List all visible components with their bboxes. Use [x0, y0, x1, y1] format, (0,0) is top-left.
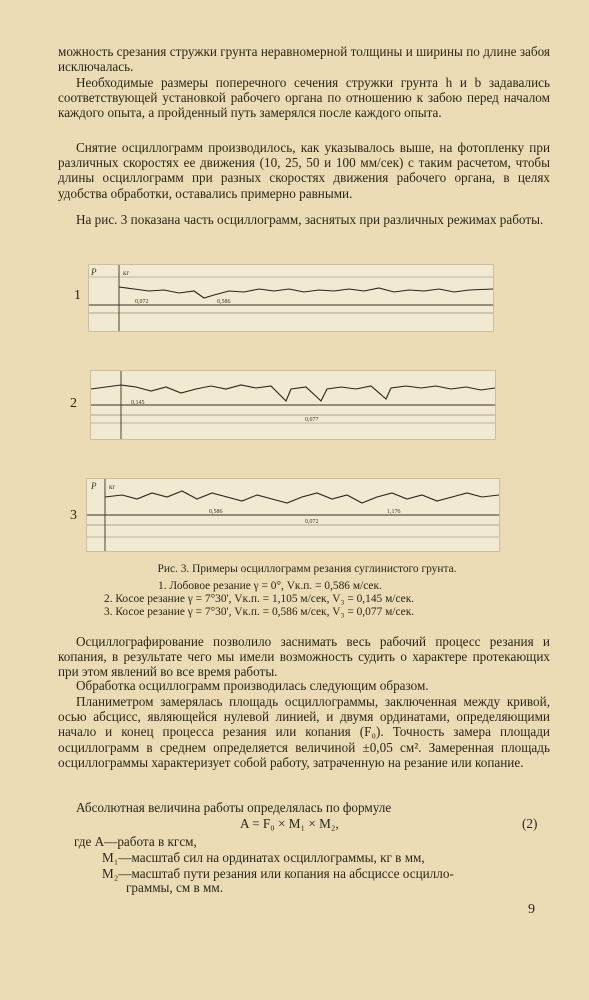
speed-mark-a: 0,072 — [135, 299, 149, 305]
figure-number-3: 3 — [70, 508, 77, 523]
page-number: 9 — [528, 902, 535, 917]
oscillogram-3 — [86, 478, 500, 552]
axis-unit-kg: кг — [109, 483, 116, 491]
axis-label-p: P — [91, 481, 97, 491]
axis-label-p: P — [91, 267, 97, 277]
where-line-3: M₂—масштаб пути резания или копания на абсциссе осцилло- — [102, 866, 454, 881]
oscillogram-2 — [90, 370, 496, 440]
axis-unit-kg: кг — [123, 269, 130, 277]
figure-legend-3: 3. Косое резание γ = 7°30', Vк.п. = 0,586 м/сек, V₃ = 0,077 м/сек. — [104, 606, 415, 618]
paragraph-4: На рис. 3 показана часть осциллограмм, заснятых при различных режимах работы. — [76, 212, 544, 227]
formula: A = F₀ × M₁ × M₂, — [240, 816, 339, 831]
figure-number-1: 1 — [74, 288, 81, 303]
speed-mark-a: 0,586 — [209, 509, 223, 515]
speed-mark-b: 0,586 — [217, 299, 231, 305]
paragraph-7: Планиметром замерялась площадь осциллограммы, заключенная между кривой, осью абсцисс, являющейся нулевой линией, и двумя ординатами, определяющими начало и конец процесса резания или копания (F₀). Точность замера площади осциллограмм в среднем определяется величиной ±0,05 см². Замеренная площадь осциллограммы характеризует собой работу, затраченную на резание или копание. — [58, 694, 550, 770]
figure-caption: Рис. 3. Примеры осциллограмм резания суглинистого грунта. — [157, 563, 457, 575]
where-line-2: M₁—масштаб сил на ординатах осциллограммы, кг в мм, — [102, 850, 425, 865]
paragraph-1: можность срезания стружки грунта неравномерной толщины и ширины по длине забоя исключалась. — [58, 44, 550, 75]
where-line-1: где A—работа в кгсм, — [74, 834, 197, 849]
equation-number: (2) — [522, 816, 538, 831]
speed-mark-c: 1,176 — [387, 509, 401, 515]
paragraph-8: Абсолютная величина работы определялась по формуле — [76, 800, 392, 815]
paragraph-3: Снятие осциллограмм производилось, как указывалось выше, на фотопленку при различных скоростях ее движения (10, 25, 50 и 100 мм/сек) с таким расчетом, чтобы длины осциллограмм при разных скоростях движения рабочего органа, в целях удобства обработки, оставались примерно равными. — [58, 140, 550, 201]
figure-number-2: 2 — [70, 396, 77, 411]
paragraph-6: Обработка осциллограмм производилась следующим образом. — [76, 678, 429, 693]
speed-mark-a: 0,145 — [131, 400, 145, 406]
figure-legend-1: 1. Лобовое резание γ = 0°, Vк.п. = 0,586 м/сек. — [158, 580, 382, 592]
figure-legend-2: 2. Косое резание γ = 7°30', Vк.п. = 1,105 м/сек, V₃ = 0,145 м/сек. — [104, 593, 415, 605]
speed-mark-b: 0,077 — [305, 417, 319, 423]
speed-mark-b: 0,072 — [305, 519, 319, 525]
paragraph-5: Осциллографирование позволило заснимать весь рабочий процесс резания и копания, в результате чего мы имели возможность судить о характере протекающих при этом явлений во все время работы. — [58, 634, 550, 680]
oscillogram-1 — [88, 264, 494, 332]
where-line-4: граммы, см в мм. — [126, 880, 224, 895]
paragraph-2: Необходимые размеры поперечного сечения стружки грунта h и b задавались соответствующей установкой рабочего органа по отношению к забою перед началом каждого опыта, а пройденный путь замерялся после каждого опыта. — [58, 75, 550, 121]
